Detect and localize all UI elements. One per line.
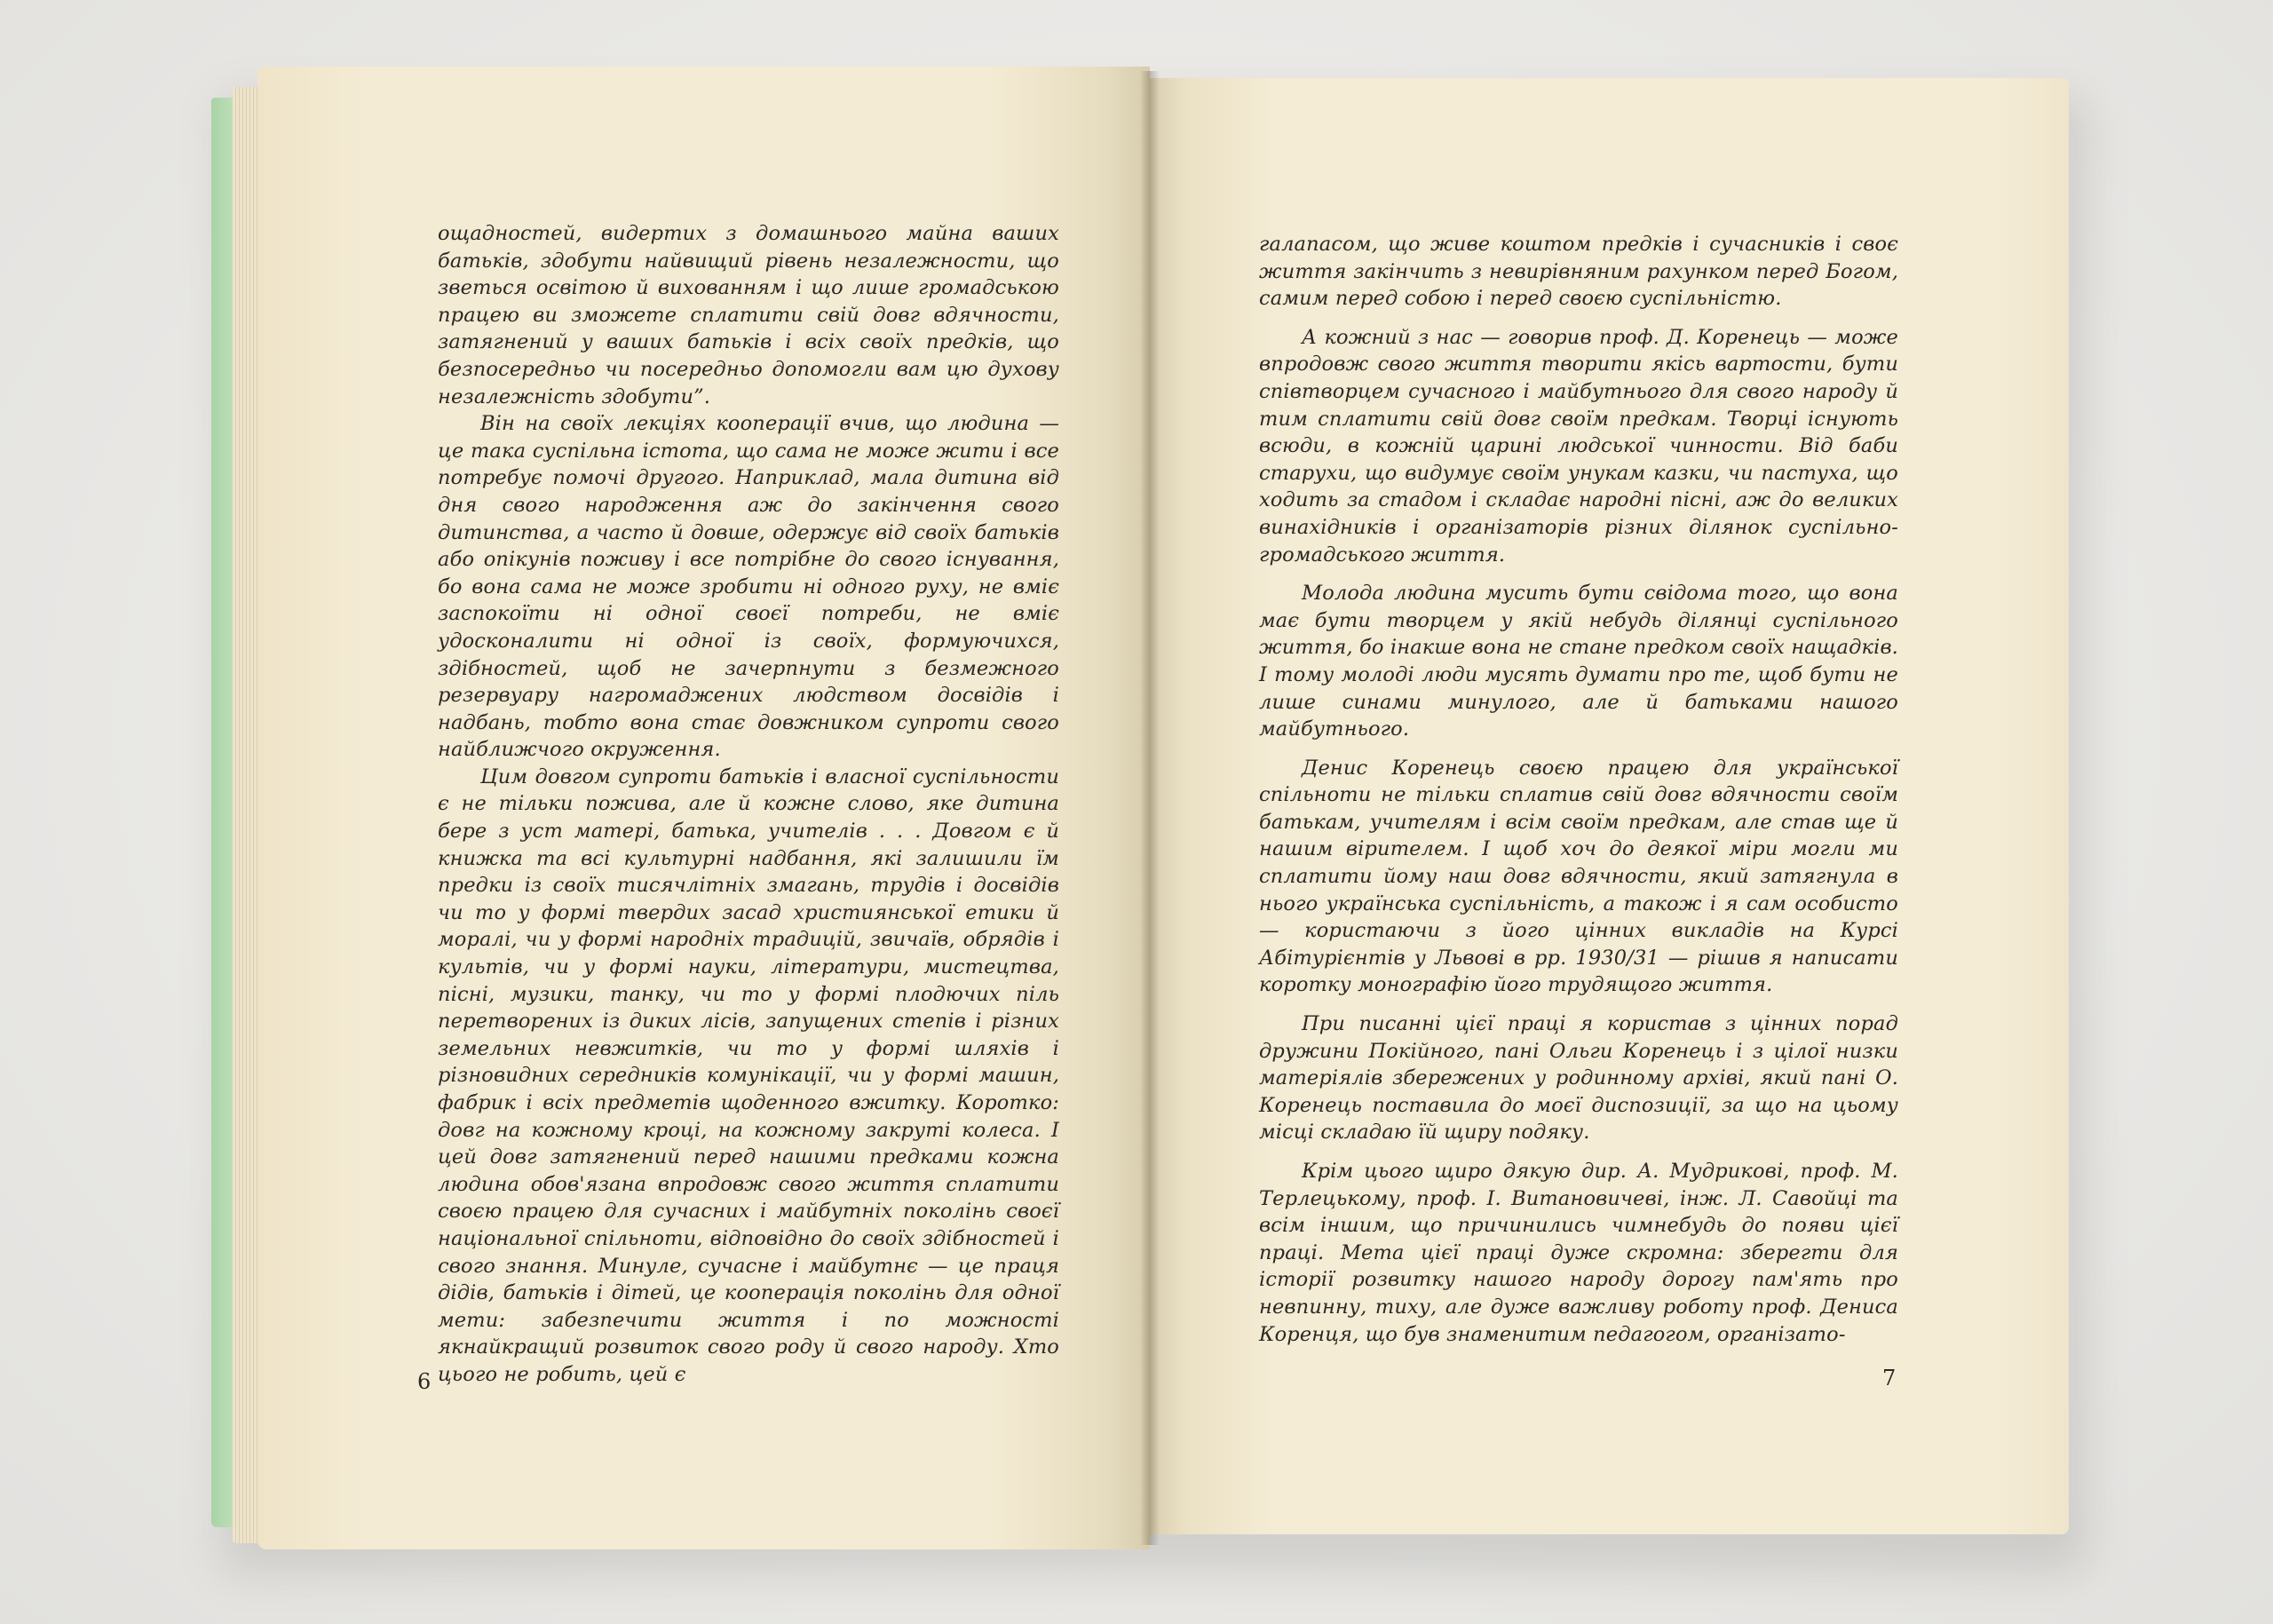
paragraph: Денис Коренець своєю працею для української спільноти не тільки сплатив свій довг вдячности своїм батькам, учителям і всім своїм предкам, але став ще й нашим вірителем. І щоб хоч до деякої міри могли ми сплатити йому наш довг вдячности, який затягнула в нього українська суспільність, а також і я сам особисто — користаючи з його цінних викладів на Курсі Абітурієнтів у Львові в рр. 1930/31 — рішив я написати коротку монографію його трудящого життя. xyxy=(1259,756,1898,997)
page-number-left: 6 xyxy=(417,1369,432,1394)
right-page-text xyxy=(1259,231,1898,1359)
paragraph: Цим довгом супроти батьків і власної суспільности є не тільки пожива, але й кожне слово, яке дитина бере з уст матері, батька, учителів . . . Довгом є й книжка та всі культурні надбання, які залишили їм предки із своїх тисячлітніх змагань, трудів і досвідів чи то у формі твердих засад християнської етики й моралі, чи у формі народніх традицій, звичаїв, обрядів і культів, чи у формі науки, літератури, мистецтва, пісні, музики, танку, чи то у формі плодючих піль перетворених із диких лісів, запущених степів і різних земельних невжитків, чи то у формі шляхів і різновидних середників комунікації, чи у формі машин, фабрик і всіх предметів щоденного вжитку. Коротко: довг на кожному кроці, на кожному закруті колеса. І цей довг затягнений перед нашими предками кожна людина обов'язана впродовж свого життя сплатити своєю працею для сучасних і майбутніх поколінь своєї національної спільноти, відповідно до своїх здібностей і свого знання. Минуле, сучасне і майбутнє — це праця дідів, батьків і дітей, це кооперація поколінь для одної мети: забезпечити життя і по можності якнайкращий розвиток свого роду й свого народу. Хто цього не робить, цей є xyxy=(438,764,1059,1386)
book-gutter xyxy=(1140,71,1160,1545)
page-number-right: 7 xyxy=(1882,1366,1897,1390)
paragraph: А кожний з нас — говорив проф. Д. Коренець — може впродовж свого життя творити якісь вартости, бути співтворцем сучасного і майбутнього для свого народу й тим сплатити свій довг своїм предкам. Творці існують всюди, в кожній царині людської чинности. Від баби старухи, що видумує своїм унукам казки, чи пастуха, що ходить за стадом і складає народні пісні, аж до великих винахідників і організаторів різних ділянок суспільно-громадського життя. xyxy=(1259,325,1898,566)
paragraph: галапасом, що живе коштом предків і сучасників і своє життя закінчить з невирівняним рахунком перед Богом, самим перед собою і перед своєю суспільністю. xyxy=(1259,233,1898,311)
paragraph: ощадностей, видертих з домашнього майна ваших батьків, здобути найвищий рівень незалежности, що зветься освітою й вихованням і що лише громадською працею ви зможете сплатити свій довг вдячности, затягнений у ваших батьків і всіх своїх предків, що безпосередньо чи посередньо допомогли вам цю духову незалежність здобути”. xyxy=(438,222,1059,408)
left-page-text xyxy=(438,220,1059,1389)
paragraph: Він на своїх лекціях кооперації вчив, що людина — це така суспільна істота, що сама не може жити і все потребує помочі другого. Наприклад, мала дитина від дня свого народження аж до закінчення свого дитинства, а часто й довше, одержує від своїх батьків або опікунів поживу і все потрібне до свого існування, бо вона сама не може зробити ні одного руху, не вміє заспокоїти ні одної своєї потреби, не вміє удосконалити ні одної із своїх, формуючихся, здібностей, щоб не зачерпнути з безмежного резервуару нагромаджених людством досвідів і надбань, тобто вона стає довжником супроти свого найближчого окруження. xyxy=(438,412,1059,762)
paragraph: Крім цього щиро дякую дир. А. Мудрикові, проф. М. Терлецькому, проф. І. Витановичеві, інж. Л. Савойці та всім іншим, що причинились чимнебудь до появи цієї праці. Мета цієї праці дуже скромна: зберегти для історії розвитку нашого народу дорогу пам'ять про невпинну, тиху, але дуже важливу роботу проф. Дениса Коренця, що був знаменитим педагогом, організато- xyxy=(1259,1160,1898,1346)
paragraph: При писанні цієї праці я користав з цінних порад дружини Покійного, пані Ольги Коренець і з цілої низки матеріялів збережених у родинному архіві, який пані О. Коренець поставила до моєї диспозиції, за що на цьому місці складаю їй щиру подяку. xyxy=(1259,1012,1898,1145)
paragraph: Молода людина мусить бути свідома того, що вона має бути творцем у якій небудь ділянці суспільного життя, бо інакше вона не стане предком своїх нащадків. І тому молоді люди мусять думати про те, щоб бути не лише синами минулого, але й батьками нашого майбутнього. xyxy=(1259,582,1898,741)
